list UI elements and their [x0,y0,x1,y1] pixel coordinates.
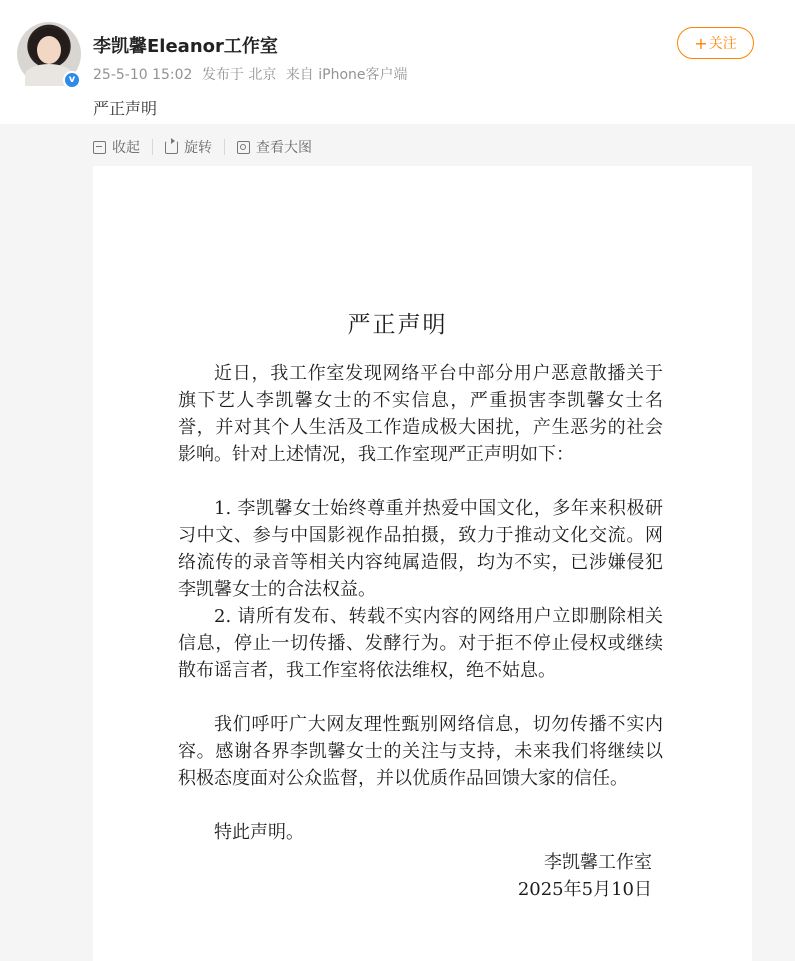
toolbar-divider [152,139,153,155]
toolbar-divider [224,139,225,155]
statement-title: 严正声明 [347,312,448,338]
post-time[interactable]: 25-5-10 15:02 [93,67,193,83]
rotate-icon [165,141,178,154]
view-large-button[interactable] [237,137,312,157]
plus-icon: + [694,33,708,53]
post-location: 发布于 北京 [201,67,277,83]
image-toolbar [93,137,312,157]
statement-intro: 近日，我工作室发现网络平台中部分用户恶意散播关于旗下艺人李凯馨女士的不实信息，严重损害李凯馨女士名誉，并对其个人生活及工作造成极大困扰，产生恶劣的社会影响。针对上述情况，我工作室现严正声明如下： [178,363,663,465]
statement-appeal: 我们呼吁广大网友理性甄别网络信息，切勿传播不实内容。感谢各界李凯馨女士的关注与支持，未来我们将继续以积极态度面对公众监督，并以优质作品回馈大家的信任。 [178,714,663,789]
collapse-icon [93,141,106,154]
post-source: 来自 iPhone客户端 [285,67,408,83]
view-large-label: 查看大图 [256,140,312,156]
collapse-button[interactable] [93,137,140,157]
statement-point-2: 2. 请所有发布、转载不实内容的网络用户立即删除相关信息，停止一切传播、发酵行为。对于拒不停止侵权或继续散布谣言者，我工作室将依法维权，绝不姑息。 [178,606,663,681]
collapse-label: 收起 [112,140,140,156]
rotate-label: 旋转 [184,140,212,156]
statement-point-1: 1. 李凯馨女士始终尊重并热爱中国文化，多年来积极研习中文、参与中国影视作品拍摄，致力于推动文化交流。网络流传的录音等相关内容纯属造假，均为不实，已涉嫌侵犯李凯馨女士的合法权益。 [178,498,663,600]
post-meta [93,64,413,84]
avatar-face [37,36,61,64]
zoom-icon [237,141,250,154]
username[interactable]: 李凯馨Eleanor工作室 [93,36,278,57]
follow-button[interactable] [677,27,754,59]
verified-badge-icon: v [63,71,81,89]
follow-label: 关注 [708,36,737,52]
rotate-button[interactable] [165,137,212,157]
statement-date: 2025年5月10日 [517,879,652,900]
post-text: 严正声明 [93,99,158,118]
statement-signature: 李凯馨工作室 [544,852,652,873]
statement-closing: 特此声明。 [214,822,304,843]
statement-body [178,360,663,846]
